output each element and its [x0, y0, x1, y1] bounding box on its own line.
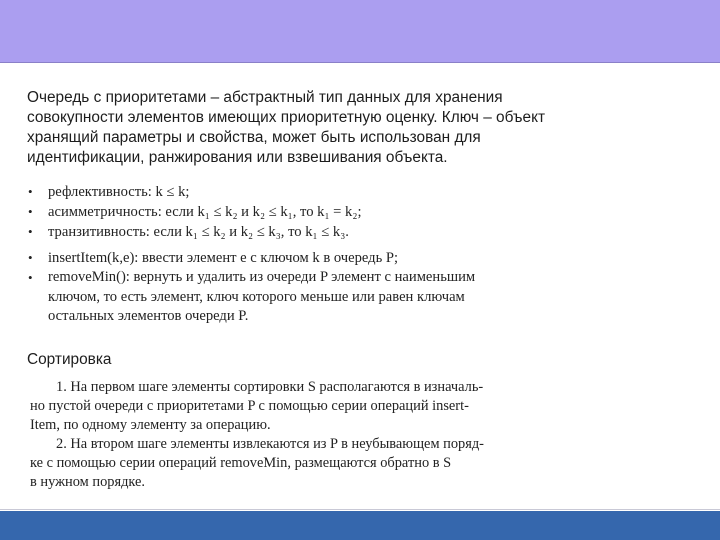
bullet-icon: •	[28, 224, 33, 239]
operation-text: removeMin(): вернуть и удалить из очереди P элемент с наименьшим	[48, 269, 476, 285]
bullet-icon: •	[28, 204, 33, 219]
footer-bar	[0, 511, 720, 540]
property-text: транзитивность: если k₁ ≤ k₂ и k₂ ≤ k₃, то k₁ ≤ k₃.	[48, 224, 349, 240]
step-line: 1. На первом шаге элементы сортировки S располагаются в изначаль-	[56, 379, 484, 395]
property-text: рефлективность: k ≤ k;	[48, 184, 190, 200]
property-item	[26, 182, 626, 202]
intro-line: идентификации, ранжирования или взвешивания объекта.	[27, 149, 448, 166]
operation-item	[26, 248, 626, 268]
footer-divider	[0, 509, 720, 510]
property-text: асимметричность: если k₁ ≤ k₂ и k₂ ≤ k₁, то k₁ = k₂;	[48, 204, 362, 220]
intro-line: Очередь с приоритетами – абстрактный тип данных для хранения	[27, 89, 503, 106]
header-divider	[0, 62, 720, 63]
intro-line: хранящий параметры и свойства, может быть использован для	[27, 129, 481, 146]
property-item	[26, 202, 626, 222]
sort-steps	[30, 378, 570, 492]
operation-text: остальных элементов очереди P.	[48, 308, 249, 324]
property-item	[26, 222, 626, 242]
bullet-icon: •	[28, 184, 33, 199]
operation-item	[26, 268, 626, 327]
step-line: в нужном порядке.	[30, 474, 146, 490]
step-line: 2. На втором шаге элементы извлекаются из P в неубывающем поряд-	[56, 436, 484, 452]
operation-text: ключом, то есть элемент, ключ которого меньше или равен ключам	[48, 288, 465, 305]
step-line: Item, по одному элементу за операцию.	[30, 417, 271, 433]
step-line: ке с помощью серии операций removeMin, размещаются обратно в S	[30, 455, 452, 471]
intro-paragraph	[27, 88, 667, 168]
bullet-icon: •	[28, 250, 33, 265]
bullet-icon: •	[28, 270, 33, 285]
sort-heading: Сортировка	[27, 351, 112, 368]
operation-text: insertItem(k,e): ввести элемент e с ключом k в очередь P;	[48, 250, 399, 266]
header-bar	[0, 0, 720, 62]
intro-line: совокупности элементов имеющих приоритетную оценку. Ключ – объект	[27, 109, 546, 126]
key-properties-list	[26, 182, 626, 327]
step-line: но пустой очереди с приоритетами P с помощью серии операций insert-	[30, 398, 469, 414]
